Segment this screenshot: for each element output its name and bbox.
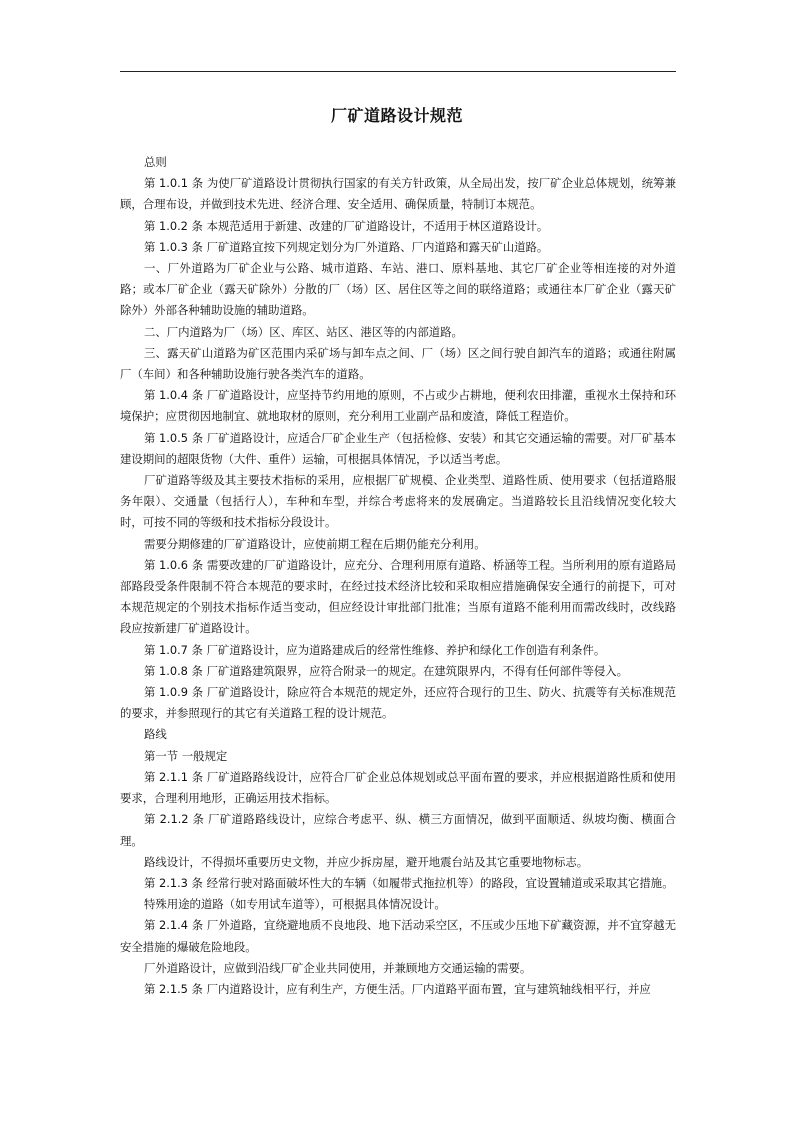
paragraph: 第 1.0.9 条 厂矿道路设计，除应符合本规范的规定外，还应符合现行的卫生、防火、抗震等有关标准规范的要求，并参照现行的其它有关道路工程的设计规范。: [120, 685, 676, 721]
paragraph: 厂外道路设计，应做到沿线厂矿企业共同使用，并兼顾地方交通运输的需要。: [143, 960, 532, 975]
header-rule: [120, 71, 676, 72]
paragraph: 第 1.0.5 条 厂矿道路设计，应适合厂矿企业生产（包括检修、安装）和其它交通运输的需要。对厂矿基本建设期间的超限货物（大件、重件）运输，可根据具体情况，予以适当考虑。: [120, 430, 676, 466]
paragraph: 第一节 一般规定: [143, 748, 228, 763]
paragraph: 三、露天矿山道路为矿区范围内采矿场与卸车点之间、厂（场）区之间行驶自卸汽车的道路；或通往附属厂（车间）和各种辅助设施行驶各类汽车的道路。: [120, 345, 676, 382]
document-body: [120, 152, 676, 1000]
paragraph: 第 2.1.2 条 厂矿道路路线设计，应综合考虑平、纵、横三方面情况，做到平面顺适、纵坡均衡、横面合理。: [120, 812, 676, 848]
paragraph: 路线设计，不得损坏重要历史文物，并应少拆房屋，避开地震台站及其它重要地物标志。: [143, 854, 589, 869]
paragraph: 第 2.1.3 条 经常行驶对路面破坏性大的车辆（如履带式拖拉机等）的路段，宜设置辅道或采取其它措施。: [143, 875, 674, 890]
paragraph: 总则: [143, 155, 167, 169]
paragraph: 一、厂外道路为厂矿企业与公路、城市道路、车站、港口、原料基地、其它厂矿企业等相连接的对外道路；或本厂矿企业（露天矿除外）分散的厂（场）区、居住区等之间的联络道路；或通往本厂矿企业（露天矿除外）外部各种辅助设施的辅助道路。: [120, 261, 676, 318]
paragraph: 第 1.0.4 条 厂矿道路设计，应坚持节约用地的原则，不占或少占耕地，便利农田排灌，重视水土保持和环境保护；应贯彻因地制宜、就地取材的原则，充分利用工业副产品和废渣，降低工程造价。: [120, 388, 676, 424]
paragraph: 路线: [143, 727, 167, 742]
paragraph: 第 1.0.6 条 需要改建的厂矿道路设计，应充分、合理利用原有道路、桥涵等工程。当所利用的原有道路局部路段受条件限制不符合本规范的要求时，在经过技术经济比较和采取相应措施确保安全通行的前提下，可对本规范规定的个别技术指标作适当变动，但应经设计审批部门批准；当原有道路不能利用而需改线时，改线路段应按新建厂矿道路设计。: [120, 557, 676, 636]
paragraph: 第 2.1.1 条 厂矿道路路线设计，应符合厂矿企业总体规划或总平面布置的要求，并应根据道路性质和使用要求，合理利用地形，正确运用技术指标。: [120, 769, 676, 806]
paragraph: 第 1.0.3 条 厂矿道路宜按下列规定划分为厂外道路、厂内道路和露天矿山道路。: [143, 239, 549, 254]
paragraph: 第 2.1.4 条 厂外道路，宜绕避地质不良地段、地下活动采空区，不压或少压地下矿藏资源，并不宜穿越无安全措施的爆破危险地段。: [120, 918, 676, 954]
document-title: 厂矿道路设计规范: [330, 106, 463, 125]
paragraph: 需要分期修建的厂矿道路设计，应使前期工程在后期仍能充分利用。: [143, 536, 486, 551]
paragraph: 第 1.0.8 条 厂矿道路建筑限界，应符合附录一的规定。在建筑限界内，不得有任何部件等侵入。: [143, 663, 629, 678]
paragraph: 第 1.0.7 条 厂矿道路设计，应为道路建成后的经常性维修、养护和绿化工作创造有利条件。: [143, 642, 606, 657]
paragraph: 二、厂内道路为厂（场）区、库区、站区、港区等的内部道路。: [143, 324, 463, 339]
paragraph: 特殊用途的道路（如专用试车道等），可根据具体情况设计。: [143, 897, 446, 912]
paragraph: 第 2.1.5 条 厂内道路设计，应有利生产，方便生活。厂内道路平面布置，宜与建筑轴线相平行，并应: [143, 981, 651, 996]
paragraph: 厂矿道路等级及其主要技术指标的采用，应根据厂矿规模、企业类型、道路性质、使用要求（包括道路服务年限）、交通量（包括行人），车种和车型，并综合考虑将来的发展确定。当道路较长且沿线情况变化较大时，可按不同的等级和技术指标分段设计。: [120, 473, 676, 530]
paragraph: 第 1.0.2 条 本规范适用于新建、改建的厂矿道路设计，不适用于林区道路设计。: [143, 218, 549, 233]
paragraph: 第 1.0.1 条 为使厂矿道路设计贯彻执行国家的有关方针政策，从全局出发，按厂矿企业总体规划，统筹兼顾，合理布设，并做到技术先进、经济合理、安全适用、确保质量，特制订本规范。: [120, 176, 676, 212]
